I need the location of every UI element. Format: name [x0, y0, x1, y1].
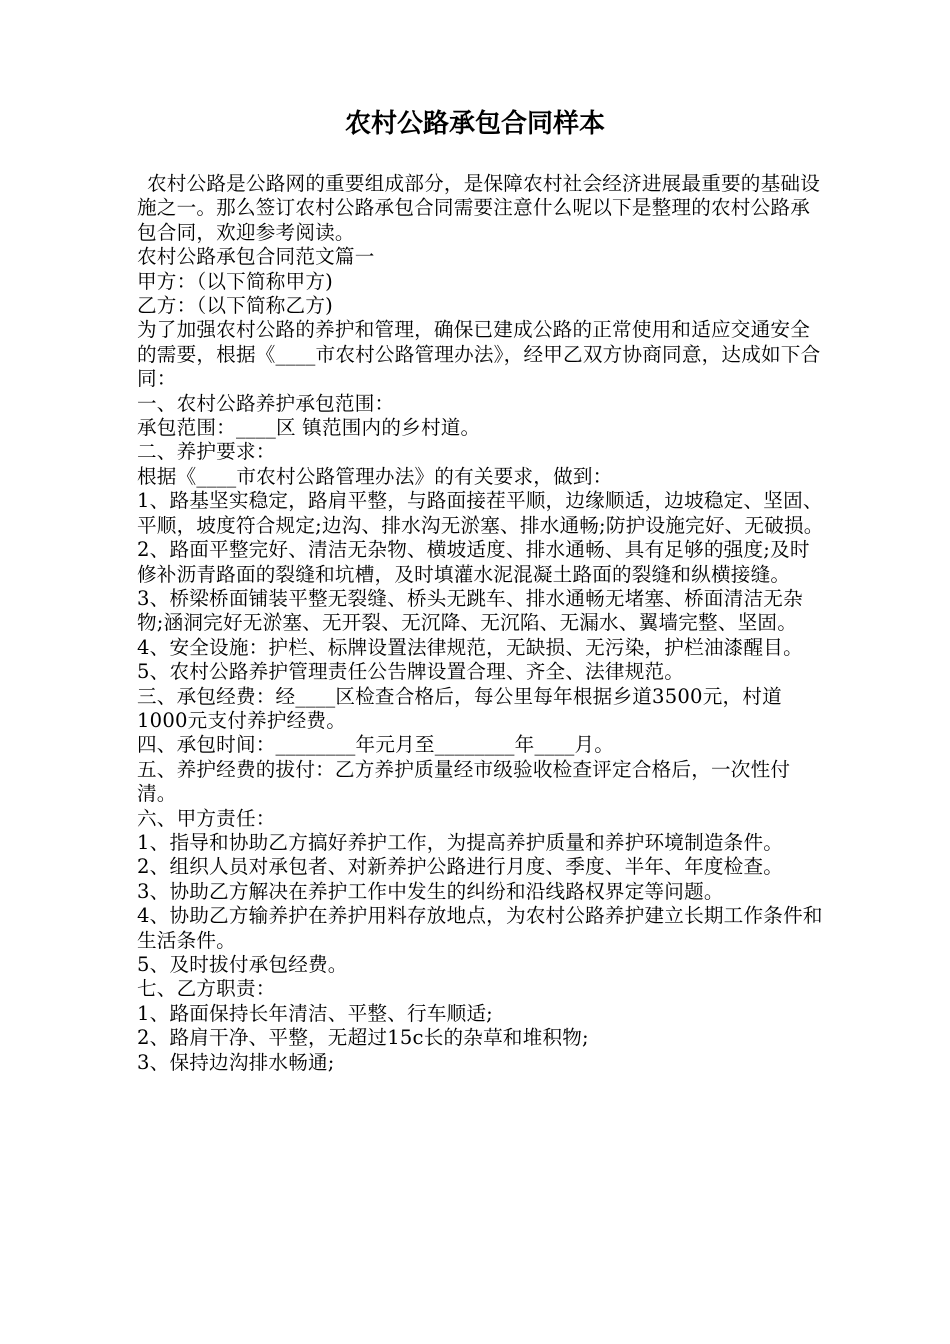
list-item: 2、组织人员对承包者、对新养护公路进行月度、季度、半年、年度检查。: [137, 855, 784, 879]
section-heading: 二、养护要求：: [137, 440, 276, 464]
paragraph: 根据《____市农村公路管理办法》的有关要求，做到：: [137, 464, 613, 488]
list-item: 3、桥梁桥面铺装平整无裂缝、桥头无跳车、排水通畅无堵塞、桥面清洁无杂物;涵洞完好无淤塞、无开裂、无沉降、无沉陷、无漏水、翼墙完整、坚固。: [137, 586, 803, 635]
list-item: 1、路面保持长年清洁、平整、行车顺适;: [137, 1001, 493, 1025]
section-heading: 七、乙方职责：: [137, 977, 276, 1001]
paragraph-intro: 农村公路是公路网的重要组成部分，是保障农村社会经济进展最重要的基础设施之一。那么签订农村公路承包合同需要注意什么呢以下是整理的农村公路承包合同，欢迎参考阅读。: [137, 172, 820, 244]
list-item: 2、路面平整完好、清洁无杂物、横坡适度、排水通畅、具有足够的强度;及时修补沥青路面的裂缝和坑槽，及时填灌水泥混凝土路面的裂缝和纵横接缝。: [137, 538, 810, 586]
list-item: 1、路基坚实稳定，路肩平整，与路面接茬平顺，边缘顺适，边坡稳定、坚固、平顺，坡度符合规定;边沟、排水沟无淤塞、排水通畅;防护设施完好、无破损。: [137, 489, 824, 537]
list-item: 4、协助乙方输养护在养护用料存放地点，为农村公路养护建立长期工作条件和生活条件。: [137, 904, 823, 952]
paragraph: 农村公路承包合同范文篇一: [137, 245, 375, 269]
paragraph: 承包范围：____区 镇范围内的乡村道。: [137, 416, 481, 440]
list-item: 3、协助乙方解决在养护工作中发生的纠纷和沿线路权界定等问题。: [137, 879, 724, 903]
list-item: 5、农村公路养护管理责任公告牌设置合理、齐全、法律规范。: [137, 660, 685, 684]
paragraph: 为了加强农村公路的养护和管理，确保已建成公路的正常使用和适应交通安全的需要，根据《____市农村公路管理办法》，经甲乙双方协商同意，达成如下合同：: [137, 318, 821, 391]
section-heading: 三、承包经费：经____区检查合格后，每公里每年根据乡道3500元，村道1000元支付养护经费。: [137, 684, 782, 732]
section-heading: 六、甲方责任：: [137, 806, 276, 830]
paragraph: 乙方：（以下简称乙方): [137, 294, 333, 318]
list-item: 2、路肩干净、平整，无超过15c长的杂草和堆积物;: [137, 1026, 589, 1050]
list-item: 5、及时拔付承包经费。: [137, 953, 348, 976]
section-heading: 四、承包时间：________年元月至________年____月。: [137, 733, 615, 757]
document-body: [137, 172, 827, 1075]
section-heading: 一、农村公路养护承包范围：: [137, 391, 395, 415]
list-item: 1、指导和协助乙方搞好养护工作，为提高养护质量和养护环境制造条件。: [137, 830, 784, 854]
paragraph: 甲方：（以下简称甲方): [137, 269, 333, 293]
section-heading: 五、养护经费的拔付：乙方养护质量经市级验收检查评定合格后，一次性付清。: [137, 757, 791, 806]
list-item: 4、安全设施：护栏、标牌设置法律规范，无缺损、无污染，护栏油漆醒目。: [137, 635, 803, 659]
list-item: 3、保持边沟排水畅通;: [137, 1050, 335, 1074]
document-title: 农村公路承包合同样本: [344, 109, 605, 139]
